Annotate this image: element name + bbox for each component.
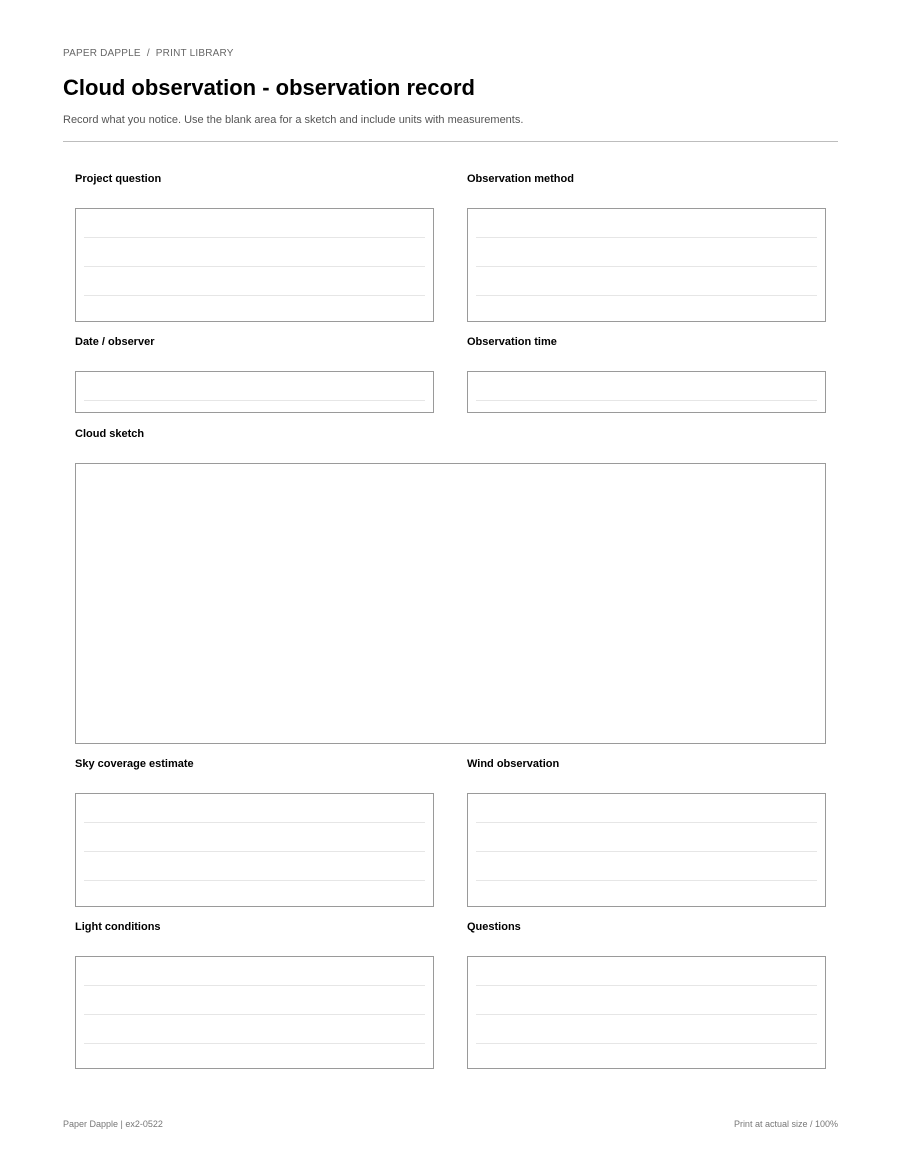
observation-time-label: Observation time — [467, 336, 557, 348]
cloud-sketch-area[interactable] — [75, 463, 826, 744]
breadcrumb-brand: PAPER DAPPLE — [63, 48, 141, 59]
observation-time-field[interactable] — [467, 371, 826, 413]
sky-coverage-field[interactable] — [75, 793, 434, 907]
breadcrumb-section: PRINT LIBRARY — [155, 48, 234, 59]
sky-coverage-label: Sky coverage estimate — [75, 758, 194, 770]
observation-method-field[interactable] — [467, 208, 826, 322]
wind-observation-field[interactable] — [467, 793, 826, 907]
questions-field[interactable] — [467, 956, 826, 1069]
page-title: Cloud observation - observation record — [63, 75, 475, 100]
footer-print-note: Print at actual size / 100% — [733, 1119, 838, 1129]
light-conditions-label: Light conditions — [75, 921, 161, 933]
date-observer-label: Date / observer — [75, 336, 155, 348]
footer-source: Paper Dapple | ex2-0522 — [63, 1119, 163, 1129]
observation-method-label: Observation method — [467, 173, 574, 185]
header-divider — [63, 141, 838, 142]
questions-label: Questions — [467, 921, 521, 933]
light-conditions-field[interactable] — [75, 956, 434, 1069]
cloud-sketch-label: Cloud sketch — [75, 428, 145, 440]
project-question-label: Project question — [75, 173, 162, 185]
breadcrumb — [63, 48, 234, 59]
page-subtitle: Record what you notice. Use the blank area for a sketch and include units with measurements. — [63, 114, 524, 126]
project-question-field[interactable] — [75, 208, 434, 322]
date-observer-field[interactable] — [75, 371, 434, 413]
breadcrumb-separator: / — [146, 48, 150, 59]
wind-observation-label: Wind observation — [467, 758, 560, 770]
